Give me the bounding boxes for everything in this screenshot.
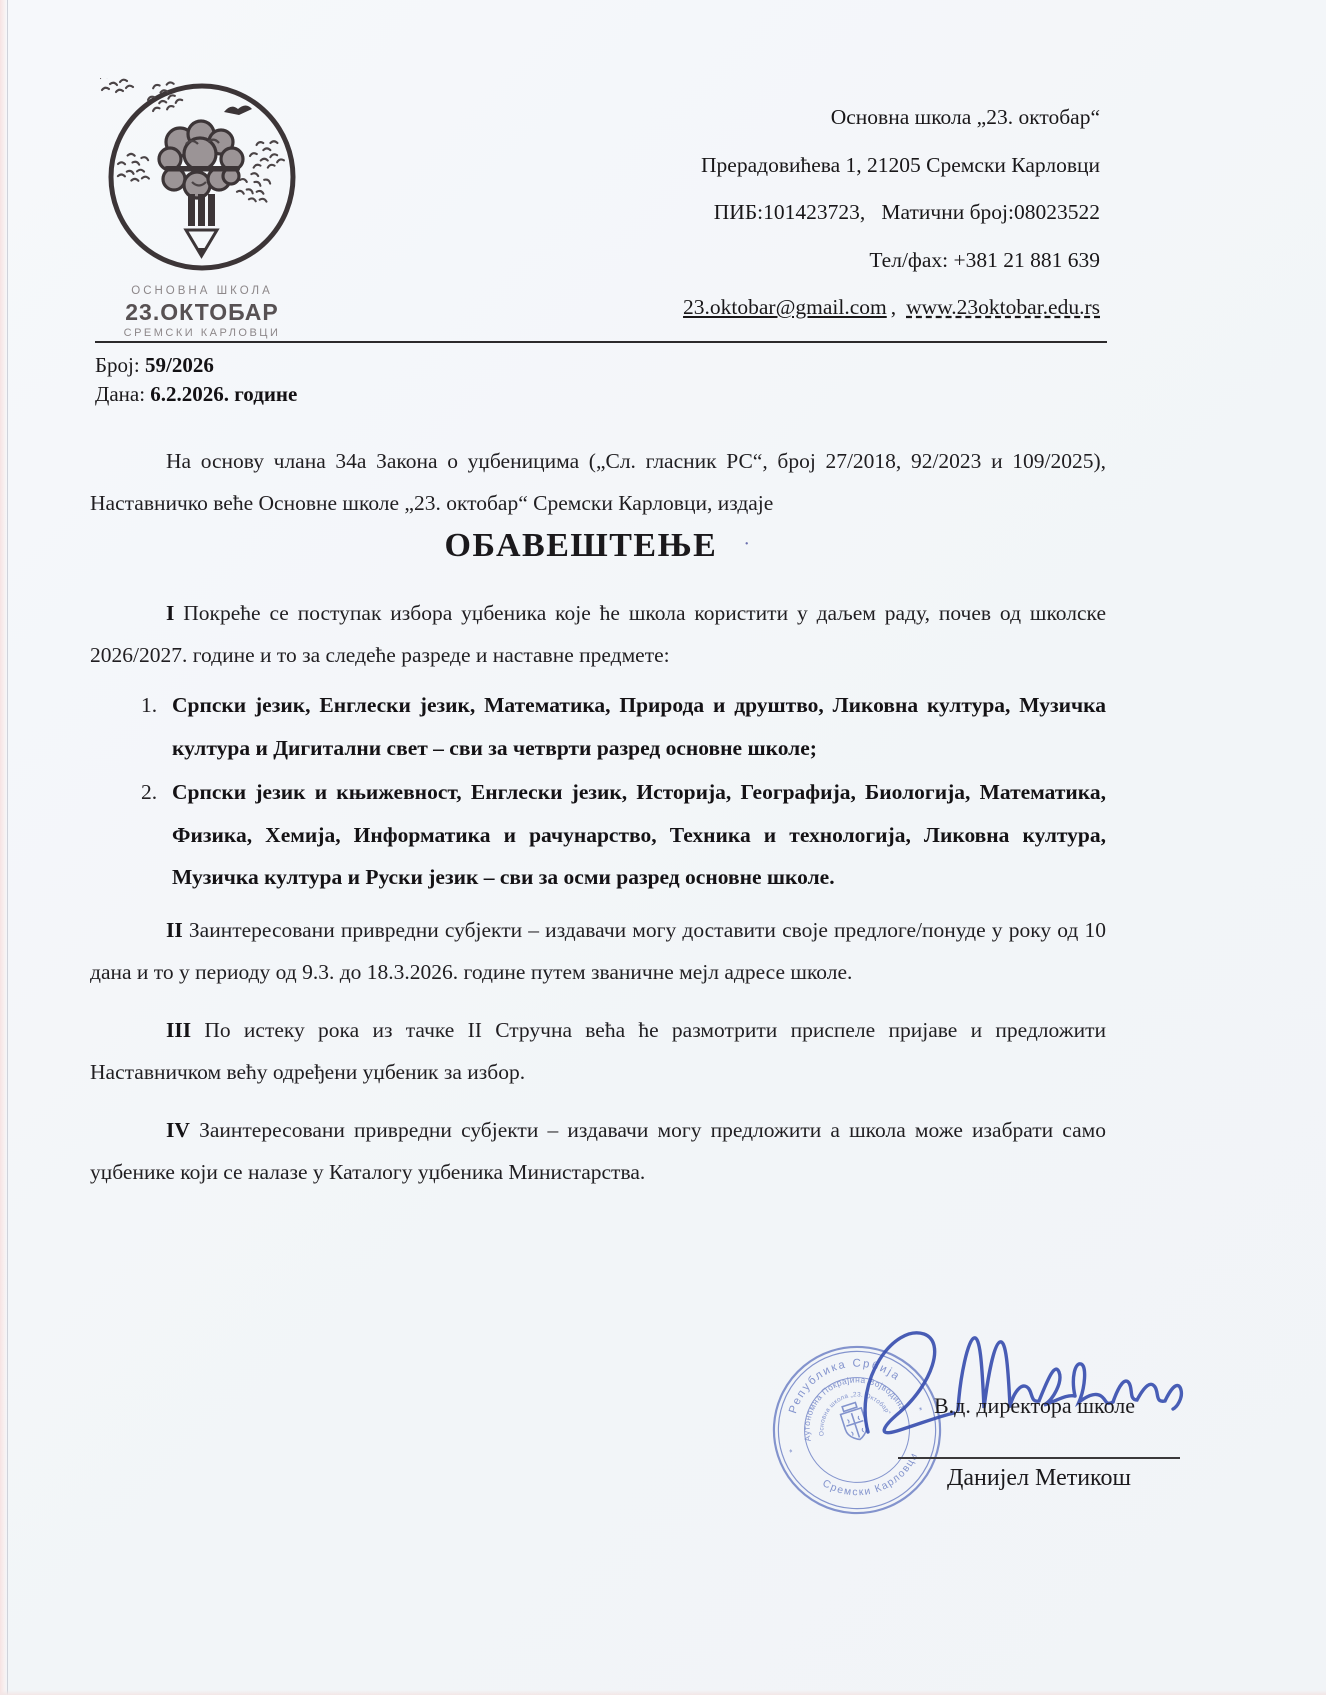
section-2-paragraph (90, 909, 1106, 993)
section-3-text: По истеку рока из тачке II Стручна већа ће размотрити приспеле пријаве и предложити Наставничком већу одређени уџбеник за избор. (90, 1017, 1106, 1084)
school-logo-block (92, 78, 312, 341)
stamp-ring-mid-text: Аутономна Покрајина Војводина (801, 1374, 909, 1443)
section-3-paragraph (90, 1009, 1106, 1093)
header-address: Прерадовићева 1, 21205 Сремски Карловци (701, 152, 1100, 177)
header-links-line (460, 284, 1100, 332)
logo-caption-school-type: ОСНОВНА ШКОЛА (131, 285, 273, 297)
reference-number-label: Број: (95, 353, 140, 377)
header-phone: Тел/фах: +381 21 881 639 (869, 247, 1100, 272)
reference-date-line (95, 380, 297, 409)
brain-pencil-logo-icon (100, 78, 304, 278)
header-ids: ПИБ:101423723, Матични број:08023522 (713, 200, 1100, 224)
list-item-number: 1. (141, 693, 158, 717)
stamp-ring-bottom-text: Сремски Карловци (820, 1450, 921, 1499)
header-contact-block (460, 94, 1100, 332)
director-name: Данијел Метикош (947, 1465, 1131, 1491)
document-body (90, 440, 1106, 1193)
bird-icon (224, 106, 252, 116)
reference-date-label: Дана: (95, 382, 146, 406)
list-item-text: Српски језик и књижевност, Енглески језик, Историја, Географија, Биологија, Математика, Физика, Хемија, Информатика и рачунарство, Техника и технологија, Ликовна култура, Музичка култура и Руски језик – сви за осми разред основне школе. (172, 780, 1106, 889)
scan-edge-left (0, 0, 8, 1695)
handwritten-signature-icon (840, 1310, 1200, 1470)
reference-block (95, 351, 297, 409)
website-link[interactable]: www.23oktobar.edu.rs (906, 295, 1100, 319)
header-school-name: Основна школа „23. октобар“ (830, 105, 1100, 129)
section-3-numeral: III (166, 1017, 192, 1042)
section-1-numeral: I (166, 601, 175, 625)
header-divider-rule (95, 341, 1107, 343)
section-2-text: Заинтересовани привредни субјекти – издавачи могу доставити своје предлоге/понуде у року од 10 дана и то у периоду од 9.3. до 18.3.2026. године путем званичне мејл адресе школе. (90, 917, 1106, 984)
intro-paragraph: На основу члана 34а Закона о уџбеницима („Сл. гласник РС“, број 27/2018, 92/2023 и 109/2025), Наставничко веће Основне школе „23. октобар“ Сремски Карловци, издаје (90, 449, 1106, 515)
section-4-paragraph (90, 1109, 1106, 1193)
reference-number-line (95, 351, 297, 380)
director-role-label: В.д. директора школе (934, 1393, 1136, 1418)
email-link[interactable]: 23.oktobar@gmail.com (683, 295, 887, 319)
logo-caption-city: СРЕМСКИ КАРЛОВЦИ (123, 327, 281, 340)
signature-block (720, 1335, 1220, 1665)
section-4-text: Заинтересовани привредни субјекти – издавачи могу предложити а школа може изабрати само уџбенике који се налазе у Каталогу уџбеника Министарства. (90, 1117, 1107, 1184)
signature-line (898, 1457, 1180, 1459)
stamp-ring-inner-text: Основна школа „23. Октобар“ (818, 1391, 892, 1437)
section-1-text: Покреће се поступак избора уџбеника које ће школа користити у даљем раду, почев од школске 2026/2027. године и то за следеће разреде и наставне предмете: (90, 601, 1106, 667)
list-item (141, 771, 1106, 899)
textbook-list (141, 684, 1106, 899)
scan-edge-bottom (0, 1690, 1326, 1695)
section-2-numeral: II (166, 917, 183, 942)
list-item-text: Српски језик, Енглески језик, Математика, Природа и друштво, Ликовна култура, Музичка култура и Дигитални свет – сви за четврти разред основне школе; (172, 693, 1106, 760)
brain-icon (159, 121, 243, 198)
list-item-number: 2. (141, 780, 158, 804)
pencil-icon (186, 194, 217, 256)
list-item (141, 684, 1106, 769)
reference-date-value: 6.2.2026. године (150, 382, 298, 406)
reference-number-value: 59/2026 (144, 353, 214, 377)
logo-caption-school-name: 23.ОКТОБАР (125, 299, 279, 326)
stamp-star-right: * (917, 1404, 925, 1416)
notice-title (90, 524, 1106, 566)
stamp-star-left: * (788, 1447, 795, 1458)
section-1-paragraph (90, 592, 1106, 676)
stamp-ring-top-text: Република Србија (787, 1357, 903, 1416)
notice-title-text: ОБАВЕШТЕЊЕ (444, 527, 718, 564)
email-separator: , (890, 295, 897, 319)
title-scan-mark: · (743, 533, 752, 555)
section-4-numeral: IV (166, 1117, 190, 1142)
